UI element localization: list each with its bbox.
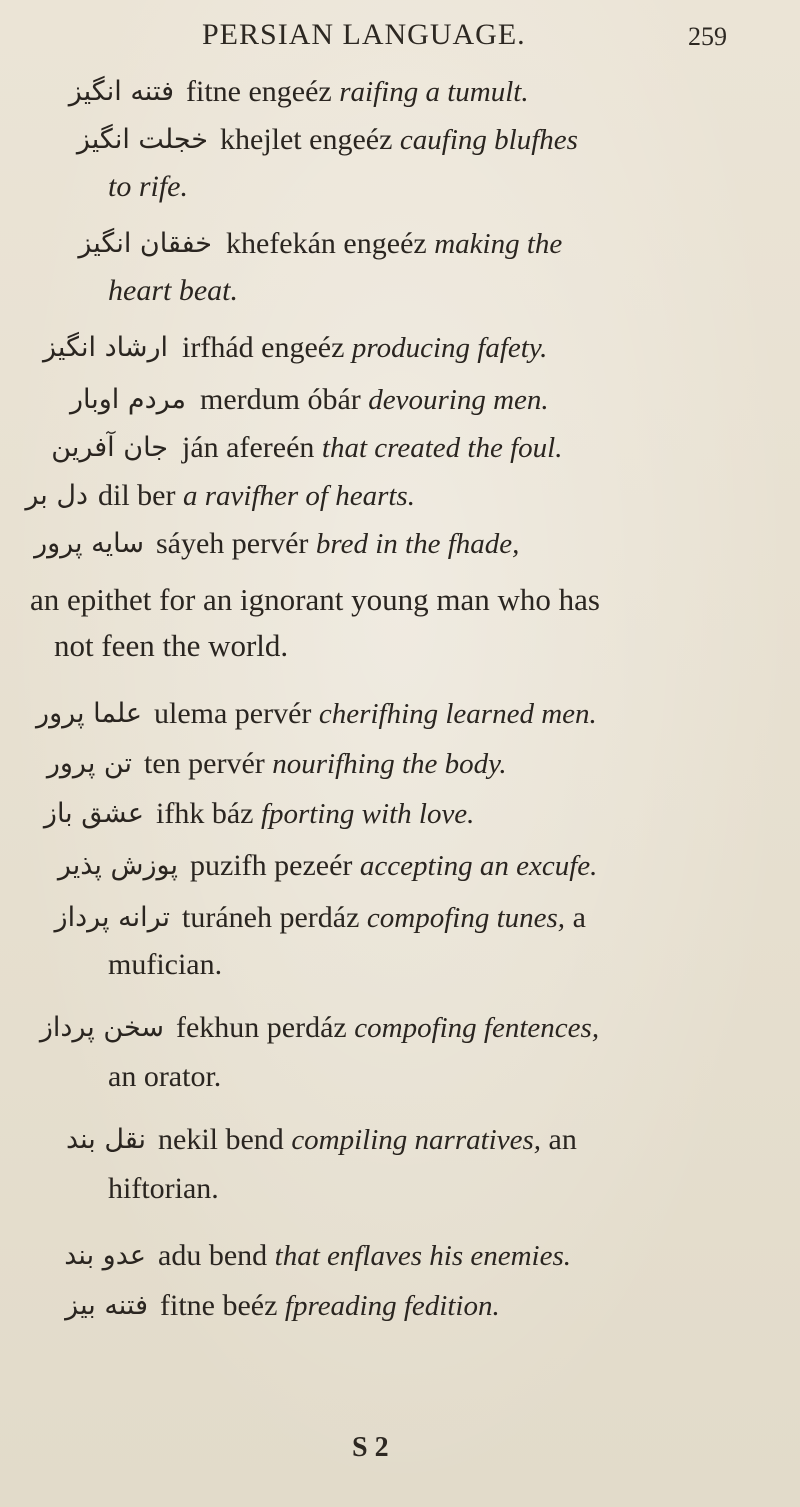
- persian-word: علما پرور: [36, 698, 142, 729]
- persian-word: ارشاد انگيز: [43, 332, 168, 363]
- persian-word: ترانه پرداز: [54, 902, 170, 933]
- gloss-continuation: to rife.: [108, 170, 188, 203]
- gloss-tail: a: [572, 901, 586, 934]
- entry-line: [158, 1234, 571, 1278]
- transliteration: puzifh pezeér: [190, 849, 353, 882]
- persian-word: عدو بند: [64, 1240, 146, 1271]
- transliteration: fitne beéz: [160, 1289, 278, 1322]
- gloss: compiling narratives,: [291, 1124, 542, 1156]
- persian-word: پوزش پذير: [57, 850, 178, 881]
- signature-mark: S 2: [352, 1432, 389, 1463]
- persian-word: فتنه انگيز: [68, 76, 174, 107]
- gloss: a ravifher of hearts.: [182, 480, 415, 512]
- entry-line: [156, 792, 474, 836]
- gloss-continuation: mufician.: [108, 948, 223, 981]
- entry-line: [186, 70, 529, 114]
- entry-line: [220, 118, 578, 162]
- persian-word: جان آفرين: [51, 432, 168, 463]
- persian-word: سايه پرور: [34, 528, 144, 559]
- entry-line: [98, 474, 415, 518]
- persian-word: سخن پرداز: [39, 1012, 164, 1043]
- transliteration: dil ber: [98, 479, 176, 512]
- page-header: [0, 16, 800, 56]
- transliteration: fitne engeéz: [186, 75, 332, 108]
- transliteration: khefekán engeéz: [226, 227, 427, 260]
- persian-word: مردم اوبار: [69, 384, 186, 415]
- note-line-1: an epithet for an ignorant young man who has: [30, 582, 600, 617]
- entry-line: [182, 326, 547, 370]
- gloss: compofing tunes,: [366, 902, 566, 934]
- entry-line: [158, 1118, 577, 1162]
- gloss: accepting an excufe.: [359, 850, 598, 882]
- gloss-continuation: hiftorian.: [108, 1172, 219, 1205]
- entry-line: [226, 222, 562, 266]
- gloss: fpreading fedition.: [284, 1290, 500, 1322]
- persian-word: نقل بند: [65, 1124, 146, 1155]
- gloss: that enflaves his enemies.: [274, 1240, 572, 1272]
- entry-line: [154, 692, 597, 736]
- note-line-2: not feen the world.: [54, 628, 289, 663]
- persian-word: عشق باز: [43, 798, 144, 829]
- running-head: PERSIAN LANGUAGE.: [202, 18, 526, 51]
- gloss: fporting with love.: [260, 798, 475, 830]
- transliteration: merdum óbár: [200, 383, 361, 416]
- transliteration: nekil bend: [158, 1123, 284, 1156]
- transliteration: sáyeh pervér: [156, 527, 309, 560]
- gloss: producing fafety.: [351, 332, 548, 364]
- page-number: 259: [688, 22, 727, 51]
- entry-line: [144, 742, 507, 786]
- persian-word: تن پرور: [46, 748, 132, 779]
- persian-word: خجلت انگيز: [76, 124, 208, 155]
- transliteration: ulema pervér: [154, 697, 312, 730]
- gloss-continuation: an orator.: [108, 1060, 222, 1093]
- gloss-continuation: heart beat.: [108, 274, 238, 307]
- entry-line: [190, 844, 597, 888]
- transliteration: khejlet engeéz: [220, 123, 393, 156]
- persian-word: دل بر: [25, 480, 88, 511]
- gloss: caufing blufhes: [399, 124, 578, 156]
- entry-line: [200, 378, 549, 422]
- gloss-tail: an: [548, 1123, 577, 1156]
- transliteration: fekhun perdáz: [176, 1011, 347, 1044]
- gloss: raifing a tumult.: [339, 76, 529, 108]
- transliteration: irfhád engeéz: [182, 331, 345, 364]
- transliteration: ján afereén: [182, 431, 315, 464]
- gloss: nourifhing the body.: [272, 748, 507, 780]
- entry-line: [156, 522, 519, 566]
- transliteration: ten pervér: [144, 747, 265, 780]
- entry-line: [176, 1006, 599, 1050]
- entry-line: [182, 426, 562, 470]
- gloss: devouring men.: [368, 384, 549, 416]
- persian-word: فتنه بيز: [65, 1290, 148, 1321]
- entry-line: [160, 1284, 500, 1328]
- gloss: compofing fentences,: [354, 1012, 600, 1044]
- gloss: bred in the fhade,: [315, 528, 520, 560]
- gloss: that created the foul.: [321, 432, 563, 464]
- transliteration: adu bend: [158, 1239, 268, 1272]
- persian-word: خفقان انگيز: [78, 228, 212, 259]
- entry-line: [182, 896, 586, 940]
- gloss: making the: [434, 228, 563, 260]
- transliteration: ifhk báz: [156, 797, 254, 830]
- transliteration: turáneh perdáz: [182, 901, 360, 934]
- gloss: cherifhing learned men.: [318, 698, 597, 730]
